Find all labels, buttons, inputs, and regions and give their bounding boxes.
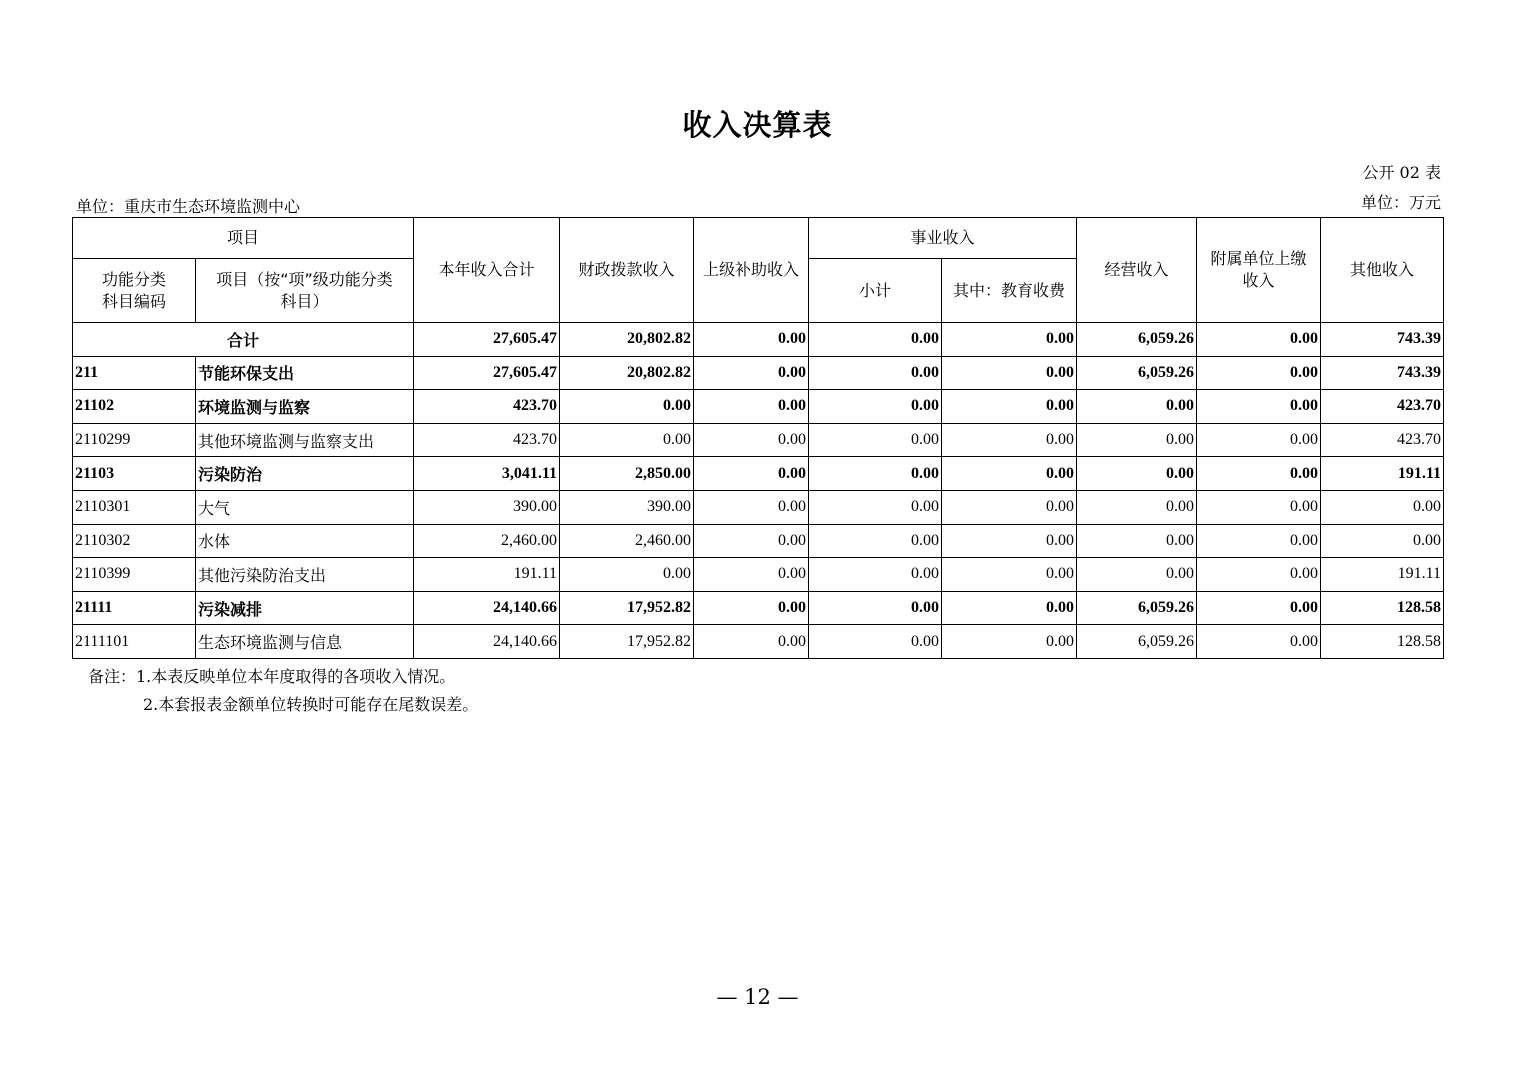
cell-affiliated: 0.00: [1197, 490, 1321, 524]
table-row: [73, 423, 1444, 457]
cell-other: 0.00: [1321, 490, 1444, 524]
cell-education: 0.00: [942, 457, 1077, 491]
cell-other: 191.11: [1321, 558, 1444, 592]
table-row: [73, 457, 1444, 491]
cell-total-income: 423.70: [414, 390, 560, 424]
cell-operating: 6,059.26: [1077, 591, 1197, 625]
cell-fiscal: 2,850.00: [560, 457, 694, 491]
report-title: 收入决算表: [682, 108, 833, 142]
header-operating-income: 经营收入: [1077, 218, 1197, 323]
cell-name: 其他污染防治支出: [196, 558, 414, 592]
cell-total-income: 390.00: [414, 490, 560, 524]
header-item: 项目: [73, 218, 414, 259]
cell-fiscal: 2,460.00: [560, 524, 694, 558]
cell-operating: 0.00: [1077, 423, 1197, 457]
cell-name: 污染防治: [196, 457, 414, 491]
cell-subsidy: 0.00: [694, 323, 809, 357]
cell-fiscal: 17,952.82: [560, 625, 694, 659]
cell-subsidy: 0.00: [694, 390, 809, 424]
cell-total-income: 3,041.11: [414, 457, 560, 491]
cell-subsidy: 0.00: [694, 490, 809, 524]
cell-other: 743.39: [1321, 323, 1444, 357]
cell-subsidy: 0.00: [694, 558, 809, 592]
cell-name: 环境监测与监察: [196, 390, 414, 424]
cell-education: 0.00: [942, 356, 1077, 390]
table-row: [73, 558, 1444, 592]
cell-code: 2110299: [73, 423, 196, 457]
cell-code: 2110301: [73, 490, 196, 524]
cell-subtotal: 0.00: [809, 457, 942, 491]
cell-education: 0.00: [942, 390, 1077, 424]
cell-operating: 0.00: [1077, 558, 1197, 592]
cell-code: 2110399: [73, 558, 196, 592]
reporting-unit: 单位：重庆市生态环境监测中心: [76, 197, 301, 216]
cell-subtotal: 0.00: [809, 323, 942, 357]
cell-name: 其他环境监测与监察支出: [196, 423, 414, 457]
cell-education: 0.00: [942, 490, 1077, 524]
header-item-name: 项目（按“项”级功能分类 科目）: [196, 259, 414, 323]
cell-operating: 6,059.26: [1077, 625, 1197, 659]
cell-subsidy: 0.00: [694, 457, 809, 491]
row-total-label: 合计: [73, 323, 414, 357]
cell-subtotal: 0.00: [809, 524, 942, 558]
table-row: [73, 591, 1444, 625]
cell-subsidy: 0.00: [694, 625, 809, 659]
cell-operating: 0.00: [1077, 390, 1197, 424]
header-superior-subsidy: 上级补助收入: [694, 218, 809, 323]
cell-fiscal: 390.00: [560, 490, 694, 524]
header-other-income: 其他收入: [1321, 218, 1444, 323]
table-row: [73, 323, 1444, 357]
table-row: [73, 490, 1444, 524]
cell-other: 423.70: [1321, 423, 1444, 457]
cell-code: 2110302: [73, 524, 196, 558]
cell-affiliated: 0.00: [1197, 625, 1321, 659]
currency-unit: 单位：万元: [1360, 193, 1441, 212]
cell-total-income: 24,140.66: [414, 625, 560, 659]
cell-subsidy: 0.00: [694, 591, 809, 625]
table-row: [73, 625, 1444, 659]
cell-education: 0.00: [942, 558, 1077, 592]
cell-other: 0.00: [1321, 524, 1444, 558]
cell-affiliated: 0.00: [1197, 423, 1321, 457]
cell-fiscal: 17,952.82: [560, 591, 694, 625]
cell-subtotal: 0.00: [809, 558, 942, 592]
table-row: [73, 524, 1444, 558]
cell-other: 128.58: [1321, 625, 1444, 659]
cell-fiscal: 0.00: [560, 423, 694, 457]
cell-operating: 0.00: [1077, 490, 1197, 524]
header-function-code: 功能分类 科目编码: [73, 259, 196, 323]
cell-subtotal: 0.00: [809, 625, 942, 659]
cell-affiliated: 0.00: [1197, 457, 1321, 491]
cell-name: 节能环保支出: [196, 356, 414, 390]
cell-subsidy: 0.00: [694, 356, 809, 390]
cell-other: 128.58: [1321, 591, 1444, 625]
cell-affiliated: 0.00: [1197, 558, 1321, 592]
cell-operating: 0.00: [1077, 524, 1197, 558]
income-final-accounts-table: [72, 217, 1444, 659]
cell-affiliated: 0.00: [1197, 524, 1321, 558]
cell-subsidy: 0.00: [694, 524, 809, 558]
cell-other: 191.11: [1321, 457, 1444, 491]
cell-total-income: 423.70: [414, 423, 560, 457]
cell-fiscal: 20,802.82: [560, 323, 694, 357]
cell-subtotal: 0.00: [809, 356, 942, 390]
cell-total-income: 191.11: [414, 558, 560, 592]
cell-subtotal: 0.00: [809, 423, 942, 457]
cell-total-income: 27,605.47: [414, 323, 560, 357]
cell-affiliated: 0.00: [1197, 390, 1321, 424]
cell-subsidy: 0.00: [694, 423, 809, 457]
page-number: — 12 —: [716, 985, 799, 1009]
cell-education: 0.00: [942, 591, 1077, 625]
cell-code: 2111101: [73, 625, 196, 659]
cell-name: 水体: [196, 524, 414, 558]
cell-subtotal: 0.00: [809, 390, 942, 424]
cell-education: 0.00: [942, 423, 1077, 457]
cell-code: 21102: [73, 390, 196, 424]
cell-total-income: 24,140.66: [414, 591, 560, 625]
header-fiscal-appropriation: 财政拨款收入: [560, 218, 694, 323]
note-line-1: 备注：1.本表反映单位本年度取得的各项收入情况。: [88, 667, 456, 686]
cell-total-income: 27,605.47: [414, 356, 560, 390]
cell-subtotal: 0.00: [809, 490, 942, 524]
cell-operating: 6,059.26: [1077, 356, 1197, 390]
cell-fiscal: 0.00: [560, 390, 694, 424]
cell-subtotal: 0.00: [809, 591, 942, 625]
note-line-2: 2.本套报表金额单位转换时可能存在尾数误差。: [143, 695, 479, 714]
cell-other: 743.39: [1321, 356, 1444, 390]
header-business-income: 事业收入: [809, 218, 1077, 259]
cell-affiliated: 0.00: [1197, 323, 1321, 357]
cell-education: 0.00: [942, 323, 1077, 357]
cell-other: 423.70: [1321, 390, 1444, 424]
table-row: [73, 356, 1444, 390]
form-number: 公开 02 表: [1362, 163, 1441, 182]
cell-name: 生态环境监测与信息: [196, 625, 414, 659]
cell-fiscal: 20,802.82: [560, 356, 694, 390]
cell-affiliated: 0.00: [1197, 591, 1321, 625]
cell-code: 211: [73, 356, 196, 390]
cell-education: 0.00: [942, 524, 1077, 558]
cell-affiliated: 0.00: [1197, 356, 1321, 390]
cell-code: 21103: [73, 457, 196, 491]
header-subtotal: 小计: [809, 259, 942, 323]
header-affiliated-income: 附属单位上缴 收入: [1197, 218, 1321, 323]
cell-name: 污染减排: [196, 591, 414, 625]
header-education-fee: 其中：教育收费: [942, 259, 1077, 323]
cell-code: 21111: [73, 591, 196, 625]
cell-total-income: 2,460.00: [414, 524, 560, 558]
header-total-income: 本年收入合计: [414, 218, 560, 323]
cell-operating: 6,059.26: [1077, 323, 1197, 357]
cell-fiscal: 0.00: [560, 558, 694, 592]
cell-name: 大气: [196, 490, 414, 524]
cell-operating: 0.00: [1077, 457, 1197, 491]
table-row: [73, 390, 1444, 424]
cell-education: 0.00: [942, 625, 1077, 659]
